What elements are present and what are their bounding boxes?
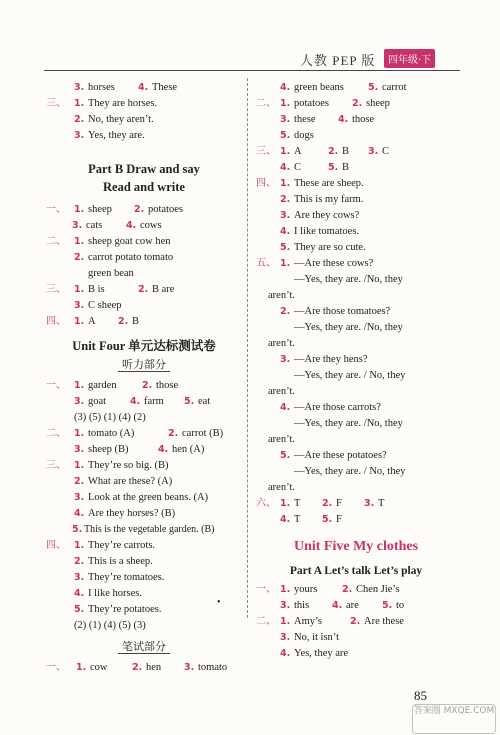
answer-line: 一、 1. cow 2. hen 3. tomato: [46, 662, 228, 673]
answer-line: 4. C 5. B: [280, 162, 350, 173]
answer-line: 3. these 4. those: [280, 114, 375, 125]
answer-line: 一、 1. garden 2. those: [46, 380, 179, 391]
answer-line: 4. green beans 5. carrot: [280, 82, 407, 93]
answer-line: —Yes, they are. /No, they: [294, 274, 403, 285]
answer-line: 2. —Are those tomatoes?: [280, 306, 391, 317]
answer-line: 四、 1. These are sheep.: [256, 178, 364, 189]
page-header: [0, 42, 500, 72]
answer-line: 三、 1. A 2. B 3. C: [256, 146, 390, 157]
answer-line: 3. C sheep: [74, 300, 122, 311]
answer-line: 4. I like tomatoes.: [280, 226, 360, 237]
unit-four-title: Unit Four 单元达标测试卷: [72, 339, 216, 353]
answer-line: 4. T 5. F: [280, 514, 342, 525]
answer-line: 3. No, it isn’t: [280, 632, 340, 643]
answer-line: 六、 1. T 2. F 3. T: [256, 498, 385, 509]
answer-line: —Yes, they are. / No, they: [294, 466, 406, 477]
right-column: [256, 80, 456, 662]
answer-line: 5. They are so cute.: [280, 242, 366, 253]
part-b-subtitle: Read and write: [103, 180, 185, 194]
answer-line: 3. this 4. are 5. to: [280, 600, 405, 611]
answer-line: 五、 1. —Are these cows?: [256, 258, 374, 269]
answer-line: 5. dogs: [280, 130, 314, 141]
watermark-logo: 答案圈 MXQE.COM: [412, 704, 496, 734]
answer-line: aren’t.: [268, 386, 295, 397]
answer-line: (3) (5) (1) (4) (2): [74, 412, 146, 423]
answer-line: —Yes, they are. /No, they: [294, 418, 403, 429]
answer-line: 二、 1. tomato (A) 2. carrot (B): [46, 428, 224, 439]
answer-line: —Yes, they are. /No, they: [294, 322, 403, 333]
answer-line: 4. Yes, they are: [280, 648, 349, 659]
answer-line: 3. horses 4. These: [74, 82, 178, 93]
answer-line: 三、 1. They’re so big. (B): [46, 460, 169, 471]
page-number: 85: [414, 688, 427, 703]
written-heading: 笔试部分: [46, 638, 242, 656]
edition-title: 人教 PEP 版: [300, 53, 376, 68]
answer-line: 5. They’re potatoes.: [74, 604, 162, 615]
answer-line: 5. This is the vegetable garden. (B): [72, 524, 215, 535]
answer-line: 二、 1. sheep goat cow hen: [46, 236, 171, 247]
answer-line: 4. I like horses.: [74, 588, 142, 599]
answer-line: aren’t.: [268, 482, 295, 493]
header-rule: [44, 70, 460, 71]
column-divider: [247, 78, 248, 618]
answer-line: 三、 1. B is 2. B are: [46, 284, 175, 295]
answer-line: 2. This is a sheep.: [74, 556, 153, 567]
answer-line: 3. sheep (B) 4. hen (A): [74, 444, 205, 455]
answer-line: 2. carrot potato tomato: [74, 252, 174, 263]
answer-line: 3. cats 4. cows: [72, 220, 162, 231]
answer-line: 3. —Are they hens?: [280, 354, 368, 365]
grade-badge: 四年级·下: [384, 49, 435, 68]
section-marker: 三、: [46, 98, 66, 109]
answer-line: green bean: [88, 268, 134, 279]
answer-line: 四、 1. They’re carrots.: [46, 540, 156, 551]
answer-line: 二、 1. potatoes 2. sheep: [256, 98, 390, 109]
answer-line: 3. goat 4. farm 5. eat: [74, 396, 211, 407]
answer-line: 3. They’re tomatoes.: [74, 572, 165, 583]
part-b-title: Part B Draw and say: [88, 162, 200, 176]
answer-line: 2. No, they aren’t.: [74, 114, 154, 125]
answer-line: aren’t.: [268, 434, 295, 445]
answer-line: 2. What are these? (A): [74, 476, 173, 487]
answer-line: 3. Yes, they are.: [74, 130, 145, 141]
answer-line: aren’t.: [268, 290, 295, 301]
answer-line: 5. —Are these potatoes?: [280, 450, 387, 461]
answer-line: 4. Are they horses? (B): [74, 508, 176, 519]
answer-line: 2. This is my farm.: [280, 194, 364, 205]
stray-dot: •: [217, 597, 221, 608]
answer-line: —Yes, they are. / No, they: [294, 370, 406, 381]
answer-line: (2) (1) (4) (5) (3): [74, 620, 146, 631]
answer-line: 3. Are they cows?: [280, 210, 360, 221]
part-a-title: Part A Let’s talk Let’s play: [289, 565, 423, 577]
listening-heading: 听力部分: [46, 356, 242, 374]
unit-five-title: Unit Five My clothes: [293, 539, 419, 554]
answer-line: 四、 1. A 2. B: [46, 316, 140, 327]
answer-line: aren’t.: [268, 338, 295, 349]
answer-line: 一、 1. sheep 2. potatoes: [46, 204, 183, 215]
answer-line: 4. —Are those carrots?: [280, 402, 381, 413]
answer-line: 一、 1. yours 2. Chen Jie’s: [256, 584, 400, 595]
answer-line: 三、 1. They are horses.: [46, 96, 242, 112]
left-column: [46, 80, 242, 676]
answer-line: 二、 1. Amy’s 2. Are these: [256, 616, 404, 627]
answer-line: 3. Look at the green beans. (A): [74, 492, 209, 503]
